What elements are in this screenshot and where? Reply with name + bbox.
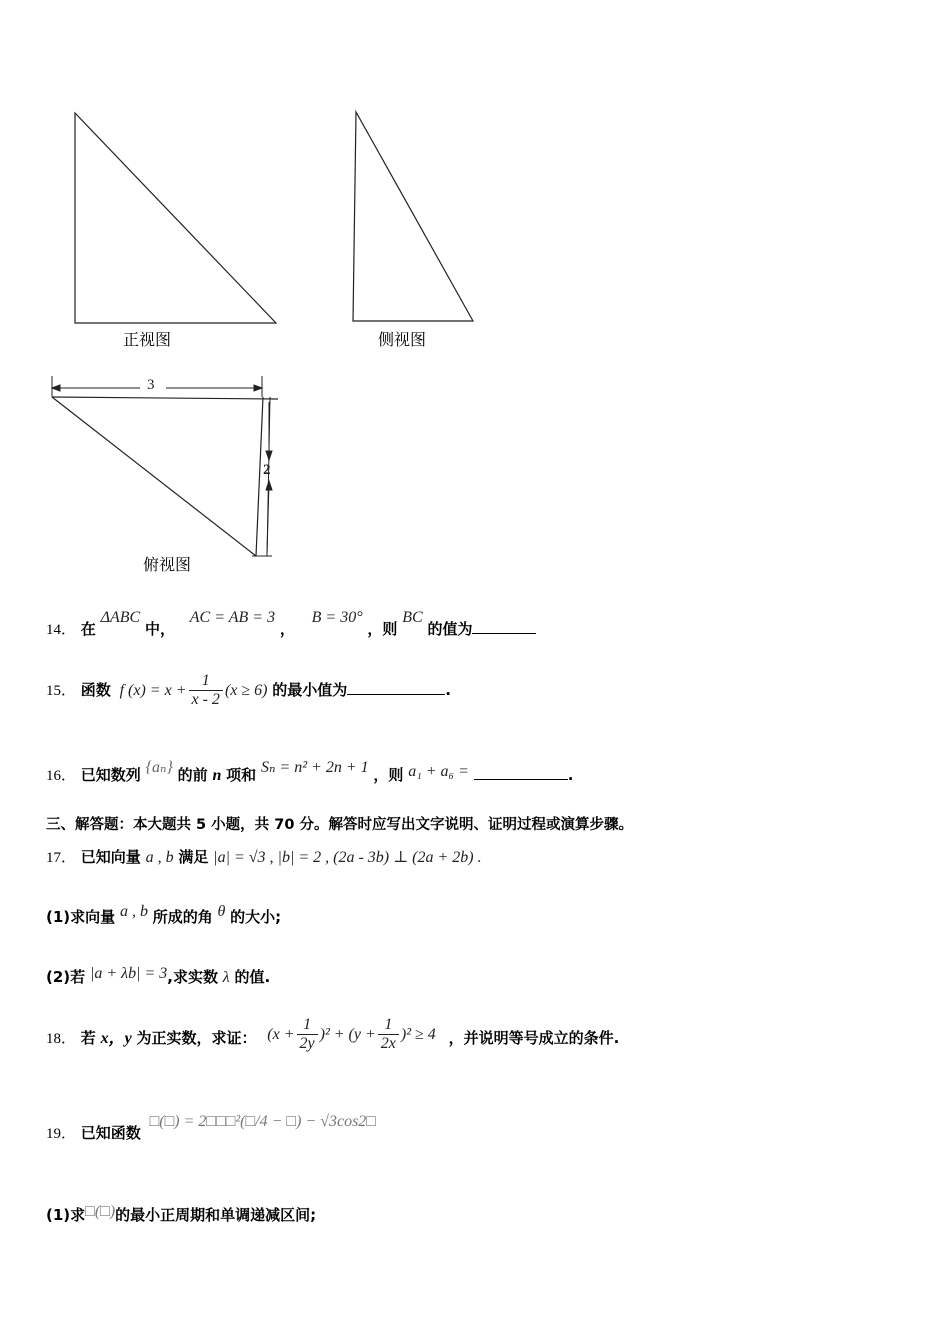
question-17-part-1: (1)求向量 a , b 所成的角 θ 的大小;	[46, 903, 282, 926]
math-sides: AC = AB = 3	[189, 609, 276, 626]
question-number: 19．	[46, 1126, 77, 1142]
math-magnitude: |a + λb| = 3	[89, 965, 168, 982]
front-view-label: 正视图	[123, 330, 172, 349]
question-19: 19． 已知函数 □(□) = 2□□□²(□/4 − □) − √3cos2□	[46, 1113, 376, 1142]
question-number: 15．	[46, 683, 77, 699]
math-bc: BC	[402, 609, 423, 626]
question-16: 16． 已知数列 {aₙ} 的前 n 项和 Sₙ = n² + 2n + 1 ，则 a₁ + a₆ = .	[46, 759, 574, 784]
question-17: 17． 已知向量 a , b 满足 |a| = √3 , |b| = 2 , (2a - 3b) ⊥ (2a + 2b) .	[46, 848, 482, 866]
top-view-depth-label: 2	[263, 462, 271, 478]
math-function-image: □(□) = 2□□□²(□/4 − □) − √3cos2□	[149, 1113, 376, 1130]
math-sequence: {aₙ}	[145, 759, 173, 776]
top-view-figure	[52, 376, 278, 556]
math-partial-sum: Sₙ = n² + 2n + 1	[260, 759, 369, 776]
math-angle: B = 30°	[311, 609, 363, 626]
top-view-width-label: 3	[147, 377, 155, 393]
side-view-triangle	[353, 112, 473, 321]
question-number: 14．	[46, 622, 77, 638]
question-19-part-1: (1)求□(□)的最小正周期和单调递减区间;	[46, 1203, 317, 1224]
side-view-label: 侧视图	[378, 330, 427, 349]
section-heading: 三、解答题：本大题共 5 小题，共 70 分。解答时应写出文字说明、证明过程或演算步骤。	[46, 817, 633, 833]
math-triangle: ΔABC	[100, 609, 141, 626]
math-term-sum: a₁ + a₆ =	[408, 763, 469, 780]
answer-blank	[474, 765, 568, 780]
question-number: 16．	[46, 768, 77, 784]
question-14: 14． 在 ΔABC 中， AC = AB = 3 ， B = 30° ，则 BC 的值为	[46, 618, 536, 639]
question-number: 18．	[46, 1031, 77, 1047]
three-view-figures	[0, 0, 950, 600]
question-number: 17．	[46, 850, 77, 866]
question-18: 18． 若 x，y 为正实数，求证： (x + $\frac{1}{2y}$ )² + (y + $\frac{1}{2x}$ )² ≥ 4 ，并说明等号成立的条件.	[46, 1016, 620, 1052]
math-fraction: $\frac{1}{x - 2}$	[189, 672, 223, 709]
question-17-part-2: (2)若 |a + λb| = 3,求实数 λ 的值.	[46, 965, 271, 986]
math-conditions: |a| = √3 , |b| = 2 , (2a - 3b) ⊥ (2a + 2b) .	[213, 849, 482, 866]
answer-blank	[472, 619, 536, 634]
math-function: f (x) = x +	[119, 682, 187, 699]
question-15: 15． 函数 f (x) = x + $\frac{1}{x - 2}$ (x ≥ 6) 的最小值为 .	[46, 672, 451, 708]
front-view-triangle	[75, 113, 276, 323]
top-view-label: 俯视图	[143, 555, 192, 574]
answer-blank	[347, 680, 445, 695]
math-domain: (x ≥ 6)	[224, 682, 268, 699]
math-vectors: a , b	[145, 849, 174, 866]
